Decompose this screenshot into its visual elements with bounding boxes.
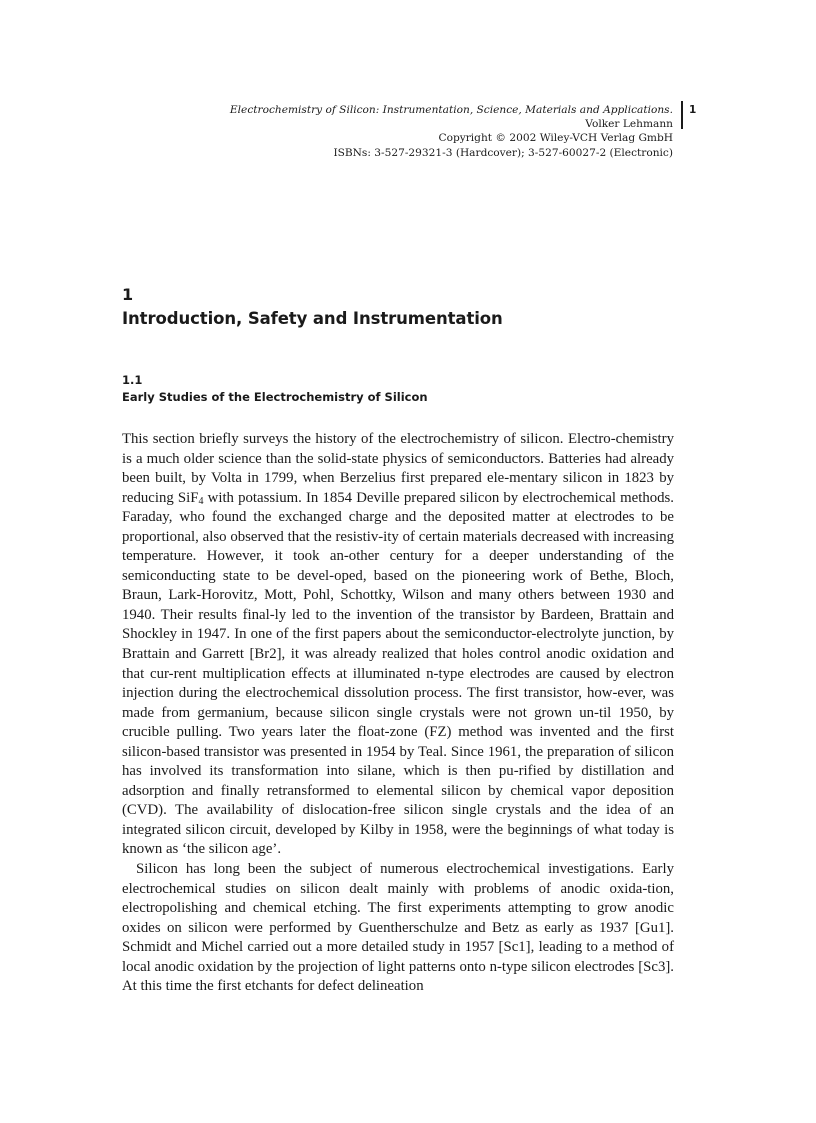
section-title: Early Studies of the Electrochemistry of Silicon <box>122 390 428 404</box>
paragraph-1 <box>122 430 674 860</box>
page-number: 1 <box>689 104 697 116</box>
author-name: Volker Lehmann <box>585 118 673 131</box>
page-number-rule <box>681 101 683 129</box>
paragraph-1-part-a: This section briefly surveys the history of the electrochemistry of silicon. Electro-chemistry is a much older science than the solid-state physics of semiconductors. Batteries had already been built, by Volta in 1799, when Berzelius first prepared ele-mentary silicon in 1823 by reducing SiF <box>122 431 674 506</box>
chapter-title: Introduction, Safety and Instrumentation <box>122 309 503 328</box>
paragraph-2: Silicon has long been the subject of numerous electrochemical investigations. Early electrochemical studies on silicon dealt mainly with problems of anodic oxida-tion, electropolishing and chemical etching. The first experiments attempting to grow anodic oxides on silicon were performed by Guentherschulze and Betz as early as 1937 [Gu1]. Schmidt and Michel carried out a more detailed study in 1957 [Sc1], leading to a method of local anodic oxidation by the projection of light patterns onto n-type silicon electrodes [Sc3]. At this time the first etchants for defect delineation <box>122 861 674 995</box>
subscript-4: 4 <box>198 495 204 507</box>
isbn-line: ISBNs: 3-527-29321-3 (Hardcover); 3-527-60027-2 (Electronic) <box>333 146 673 159</box>
section-number: 1.1 <box>122 373 143 387</box>
body-text <box>122 430 674 997</box>
running-header <box>113 103 673 160</box>
book-title: Electrochemistry of Silicon: Instrumentation, Science, Materials and Applications. <box>229 104 673 116</box>
copyright-line: Copyright © 2002 Wiley-VCH Verlag GmbH <box>438 132 673 145</box>
chapter-number: 1 <box>122 285 134 304</box>
paragraph-1-part-b: with potassium. In 1854 Deville prepared silicon by electrochemical methods. Faraday, who found the exchanged charge and the deposited matter at electrodes to be proportional, also observed that the resistiv-ity of certain materials decreased with increasing temperature. However, it took an-other century for a deeper understanding of the semiconducting state to be devel-oped, based on the pioneering work of Bethe, Bloch, Braun, Lark-Horovitz, Mott, Pohl, Schottky, Wilson and many others between 1930 and 1940. Their results final-ly led to the invention of the transistor by Bardeen, Brattain and Shockley in 1947. In one of the first papers about the semiconductor-electrolyte junction, by Brattain and Garrett [Br2], it was already realized that holes control anodic oxidation and that cur-rent multiplication effects at illuminated n-type electrodes are caused by electron injection during the electrochemical dissolution process. The first transistor, how-ever, was made from germanium, because silicon single crystals were not grown un-til 1950, by crucible pulling. Two years later the float-zone (FZ) method was invented and the first silicon-based transistor was presented in 1954 by Teal. Since 1961, the preparation of silicon has involved its transformation into silane, which is then pu-rified by distillation and adsorption and finally retransformed to elemental silicon by chemical vapor deposition (CVD). The availability of dislocation-free silicon single crystals and the idea of an integrated silicon circuit, developed by Kilby in 1958, were the beginnings of what today is known as ‘the silicon age’. <box>122 489 674 858</box>
